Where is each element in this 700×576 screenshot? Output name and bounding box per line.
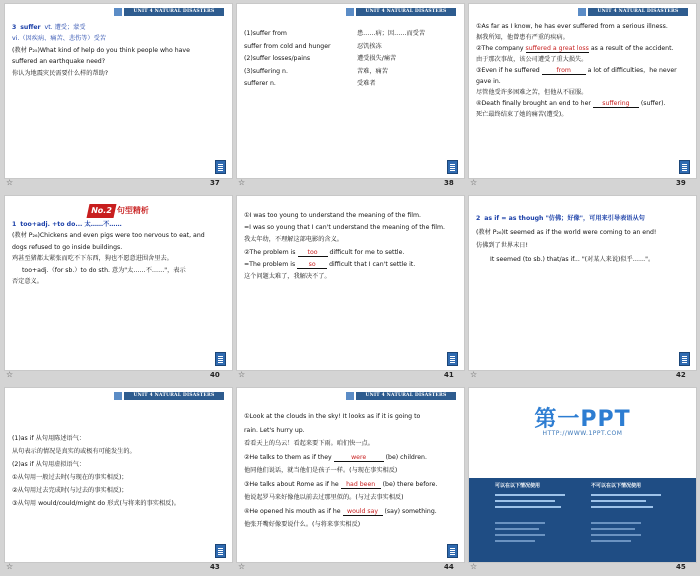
slide-line: 从句表示的情况是真实的或极有可能发生的。 — [12, 448, 136, 455]
slide-line: 3 suffer vt. 遭受；蒙受 — [12, 24, 86, 31]
slide-42[interactable] — [469, 196, 696, 370]
slide-line: ④He opened his mouth as if he would say (say) something. — [244, 507, 437, 515]
star-icon[interactable]: ☆ — [470, 178, 478, 187]
slide-line: ③He talks about Rome as if he had been (be) there before. — [244, 480, 438, 488]
slide-line: suffered an earthquake need? — [12, 58, 106, 66]
answer-blank: had been — [341, 481, 381, 489]
ppt-text-line — [591, 522, 641, 524]
slide-line: (教材 P₂₅)What kind of help do you think people who have — [12, 46, 190, 54]
slide-line: 他张开嘴好像要说什么。(与将来事实相反) — [244, 521, 361, 528]
slide-line: 尽管他受许多困难之苦，但他从不屈服。 — [476, 89, 588, 96]
slide-line: 2 as if = as though "仿佛；好像"，可用来引导表语从句 — [476, 215, 645, 222]
ppt-text-line — [495, 528, 539, 530]
ppt-text-line — [591, 534, 641, 536]
slide-line: ③Even if he suffered from a lot of difficulties，he never — [476, 67, 677, 74]
ppt-text-line — [495, 522, 545, 524]
slide-40[interactable] — [5, 196, 232, 370]
page-number: 43 — [210, 563, 220, 571]
slide-line: (教材 P₂₆)Chickens and even pigs were too nervous to eat, and — [12, 232, 205, 240]
slide-line: It seemed (to sb.) that/as if... "(对某人来说)似乎……"。 — [490, 255, 655, 263]
answer-blank: suffering — [593, 100, 639, 108]
slide-row: (3)suffering n. 苦难，痛苦 — [244, 67, 388, 75]
slide-line: 鸡甚至猪都太紧张而吃不下东西，狗也不愿意进围舍里去。 — [12, 255, 173, 263]
slide-line: 仿佛到了世界末日! — [476, 242, 528, 249]
slide-38[interactable] — [237, 4, 464, 178]
slide-header: UNIT 4 NATURAL DISASTERS — [356, 8, 456, 16]
page-number: 41 — [444, 371, 454, 379]
slide-44[interactable] — [237, 388, 464, 562]
page-number: 37 — [210, 179, 220, 187]
slide-line: too+adj.（for sb.）to do sth. 意为"太……不……"，表示 — [22, 266, 186, 274]
answer-blank: from — [542, 67, 586, 75]
slide-line: =I was so young that I can't understand the meaning of the film. — [244, 224, 445, 232]
slide-line: ①I was too young to understand the meaning of the film. — [244, 212, 421, 219]
slide-line: ②从句用过去完成时(与过去的事实相反)； — [12, 487, 128, 494]
page-number: 45 — [676, 563, 686, 571]
star-icon[interactable]: ☆ — [6, 370, 14, 379]
slide-line: (1)as if 从句用陈述语气： — [12, 435, 86, 442]
nav-icon[interactable] — [215, 544, 226, 558]
slide-43[interactable] — [5, 388, 232, 562]
nav-icon[interactable] — [215, 160, 226, 174]
slide-line: ②The problem is too difficult for me to settle. — [244, 248, 405, 256]
slide-41[interactable] — [237, 196, 464, 370]
slide-line: ①Look at the clouds in the sky! It looks as if it is going to — [244, 413, 421, 420]
slide-line: 我太年幼，不理解这部电影的含义。 — [244, 236, 343, 244]
slide-row: (2)suffer losses/pains 遭受损失/痛苦 — [244, 55, 397, 63]
slide-line: ①从句用一般过去时(与现在的事实相反)； — [12, 474, 128, 481]
nav-icon[interactable] — [447, 160, 458, 174]
ppt-text-line — [495, 534, 545, 536]
page-number: 42 — [676, 371, 686, 379]
slide-line: 这个问题太难了，我解决不了。 — [244, 273, 331, 281]
ppt-text-line — [591, 540, 631, 542]
nav-icon[interactable] — [447, 544, 458, 558]
star-icon[interactable]: ☆ — [6, 178, 14, 187]
slide-line: 否定意义。 — [12, 278, 43, 286]
nav-icon[interactable] — [679, 352, 690, 366]
slide-header: UNIT 4 NATURAL DISASTERS — [124, 392, 224, 400]
ppt-banner — [469, 478, 696, 562]
slide-row: sufferer n. 受难者 — [244, 80, 376, 88]
star-icon[interactable]: ☆ — [238, 178, 246, 187]
nav-icon[interactable] — [447, 352, 458, 366]
star-icon[interactable]: ☆ — [470, 370, 478, 379]
slide-line: gave in. — [476, 78, 501, 85]
answer-blank: suffered a great loss — [525, 45, 589, 52]
slide-line: ③从句用 would/could/might do 形式(与将来的事实相反)。 — [12, 500, 180, 507]
ppt-url[interactable]: HTTP://WWW.1PPT.COM — [542, 430, 623, 437]
star-icon[interactable]: ☆ — [470, 562, 478, 571]
slide-row: suffer from cold and hunger 忍饥挨冻 — [244, 42, 382, 50]
slide-line: 由于那次事故，该公司遭受了重大损失。 — [476, 56, 588, 63]
slide-line: 看看天上的乌云！看起来要下雨。咱们快一点。 — [244, 440, 374, 447]
star-icon[interactable]: ☆ — [238, 562, 246, 571]
answer-blank: so — [297, 261, 327, 269]
star-icon[interactable]: ☆ — [6, 562, 14, 571]
answer-blank: too — [298, 249, 328, 257]
ppt-text-line — [495, 500, 555, 502]
page-number: 39 — [676, 179, 686, 187]
page-number: 40 — [210, 371, 220, 379]
slide-line: ②He talks to them as if they were (be) children. — [244, 453, 427, 461]
slide-header: UNIT 4 NATURAL DISASTERS — [356, 392, 456, 400]
slide-line: 1 too+adj. +to do... 太……不…… — [12, 221, 122, 228]
slide-line: vi.（因疾病、痛苦、悲伤等）受苦 — [12, 35, 106, 43]
slide-39[interactable] — [469, 4, 696, 178]
slide-line: rain. Let's hurry up. — [244, 426, 305, 434]
slide-line: (2)as if 从句用虚拟语气： — [12, 461, 86, 468]
page-number: 44 — [444, 563, 454, 571]
slide-line: 据我所知，他曾患有严重的疾病。 — [476, 34, 569, 41]
ppt-text-line — [591, 494, 661, 496]
slide-line: (教材 P₂₆)It seemed as if the world were coming to an end! — [476, 228, 657, 236]
nav-icon[interactable] — [215, 352, 226, 366]
answer-blank: would say — [343, 508, 383, 516]
slide-line: ②The company suffered a great loss as a result of the accident. — [476, 45, 674, 52]
slide-line: =The problem is so difficult that I can't settle it. — [244, 260, 416, 268]
section-badge: No.2 — [87, 204, 117, 218]
slide-line: ④Death finally brought an end to her suffering (suffer). — [476, 100, 666, 107]
slide-line: 他说起罗马来好像他以前去过那里似的。(与过去事实相反) — [244, 494, 404, 501]
ppt-text-line — [591, 506, 653, 508]
star-icon[interactable]: ☆ — [238, 370, 246, 379]
nav-icon[interactable] — [679, 160, 690, 174]
slide-line: 他同他们说话，就当他们是孩子一样。(与现在事实相反) — [244, 467, 398, 474]
ppt-text-line — [495, 494, 565, 496]
slide-37[interactable] — [5, 4, 232, 178]
ppt-text-line — [495, 540, 535, 542]
slide-line: dogs refused to go inside buildings. — [12, 243, 123, 251]
answer-blank: were — [334, 454, 384, 462]
slide-row: (1)suffer from 患……病；因……而受苦 — [244, 30, 426, 37]
slide-header: UNIT 4 NATURAL DISASTERS — [124, 8, 224, 16]
slide-line: ①As far as I know, he has ever suffered from a serious illness. — [476, 23, 668, 30]
ppt-text-line — [495, 506, 561, 508]
section-title: No.2 句型精析 — [12, 204, 225, 219]
ppt-left-heading: 可以在以下情况使用 — [495, 483, 541, 489]
page-number: 38 — [444, 179, 454, 187]
ppt-right-heading: 不可以在以下情况使用 — [591, 483, 642, 489]
ppt-text-line — [591, 500, 646, 502]
ppt-text-line — [591, 528, 635, 530]
slide-line: 你认为地震灾民需要什么样的帮助? — [12, 69, 109, 77]
ppt-logo: 第一PPT — [534, 407, 631, 432]
slide-header: UNIT 4 NATURAL DISASTERS — [588, 8, 688, 16]
slide-45[interactable] — [469, 388, 696, 562]
slide-line: 死亡最终结束了她的痛苦(遭受)。 — [476, 111, 568, 118]
